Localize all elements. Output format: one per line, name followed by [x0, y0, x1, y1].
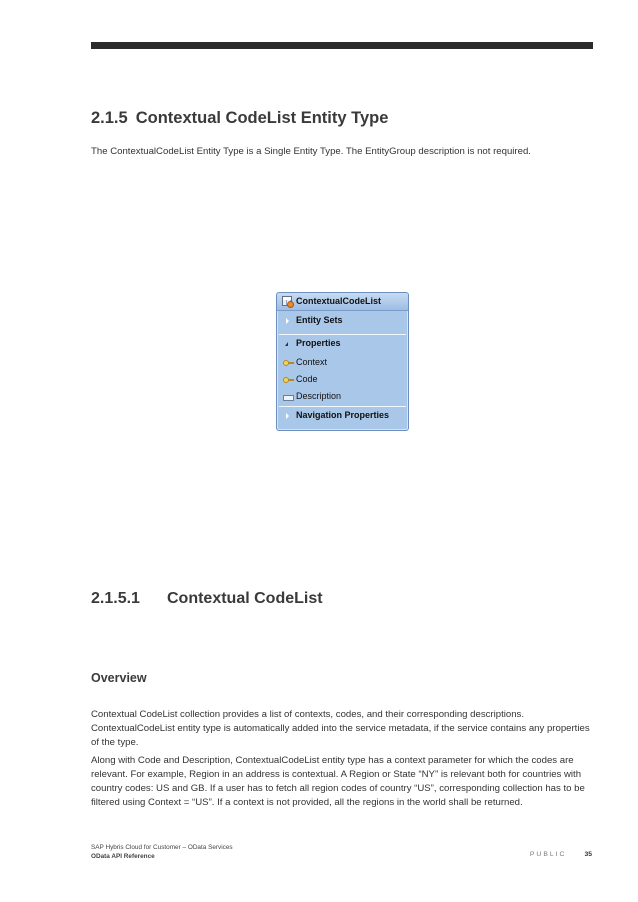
entity-sets-label: Entity Sets — [296, 315, 343, 325]
subsection-heading — [91, 590, 323, 608]
entity-header — [277, 293, 408, 311]
header-rule — [91, 42, 593, 49]
section-title: Contextual CodeList Entity Type — [135, 109, 389, 127]
navigation-properties-label: Navigation Properties — [296, 410, 390, 420]
entity-table-icon — [282, 296, 292, 306]
page-number: 35 — [584, 851, 592, 858]
overview-paragraph-2: Along with Code and Description, ContextualCodeList entity type has a context parameter for which the codes are relevant. For example, Region in an address is contextual. A Region or State “NY” is relevant both for countries with country codes: US and GB. If a user has to fetch all region codes of country “US”, corresponding collection has to be filtered using Context = “US”. If a context is not provided, all the regions in the world shall be returned. — [91, 755, 585, 808]
section-heading — [91, 109, 388, 128]
subsection-title: Contextual CodeList — [167, 590, 323, 607]
property-row-code — [277, 373, 408, 387]
footer-doc-title: OData API Reference — [91, 853, 155, 860]
entity-divider — [279, 334, 406, 335]
key-icon — [283, 377, 293, 382]
properties-label: Properties — [296, 338, 341, 348]
entity-type-diagram — [276, 292, 409, 431]
footer-classification: PUBLIC — [529, 851, 567, 858]
property-label: Code — [296, 374, 318, 384]
expand-right-icon — [286, 318, 289, 324]
footer-product: SAP Hybris Cloud for Customer – OData Services — [91, 844, 233, 851]
properties-row — [277, 337, 408, 351]
expand-right-icon — [286, 413, 289, 419]
overview-heading: Overview — [91, 671, 147, 685]
collapse-down-icon — [285, 342, 288, 346]
property-icon — [283, 395, 294, 401]
property-label: Context — [296, 357, 328, 367]
section-number: 2.1.5 — [91, 109, 128, 127]
property-row-context — [277, 356, 408, 370]
section-intro: The ContextualCodeList Entity Type is a Single Entity Type. The EntityGroup description is not required. — [91, 146, 531, 157]
entity-divider — [279, 406, 406, 407]
property-row-description — [277, 390, 408, 404]
footer-left — [91, 843, 233, 861]
entity-title: ContextualCodeList — [296, 296, 382, 306]
footer-right — [530, 851, 592, 858]
entity-sets-row — [277, 314, 408, 328]
key-icon — [283, 360, 293, 365]
navigation-properties-row — [277, 409, 408, 423]
property-label: Description — [296, 391, 342, 401]
overview-paragraph-1: Contextual CodeList collection provides a list of contexts, codes, and their corresponding descriptions. ContextualCodeList entity type is automatically added into the service metadata, if the service contains any properties of the type. — [91, 709, 590, 748]
subsection-number: 2.1.5.1 — [91, 590, 140, 607]
